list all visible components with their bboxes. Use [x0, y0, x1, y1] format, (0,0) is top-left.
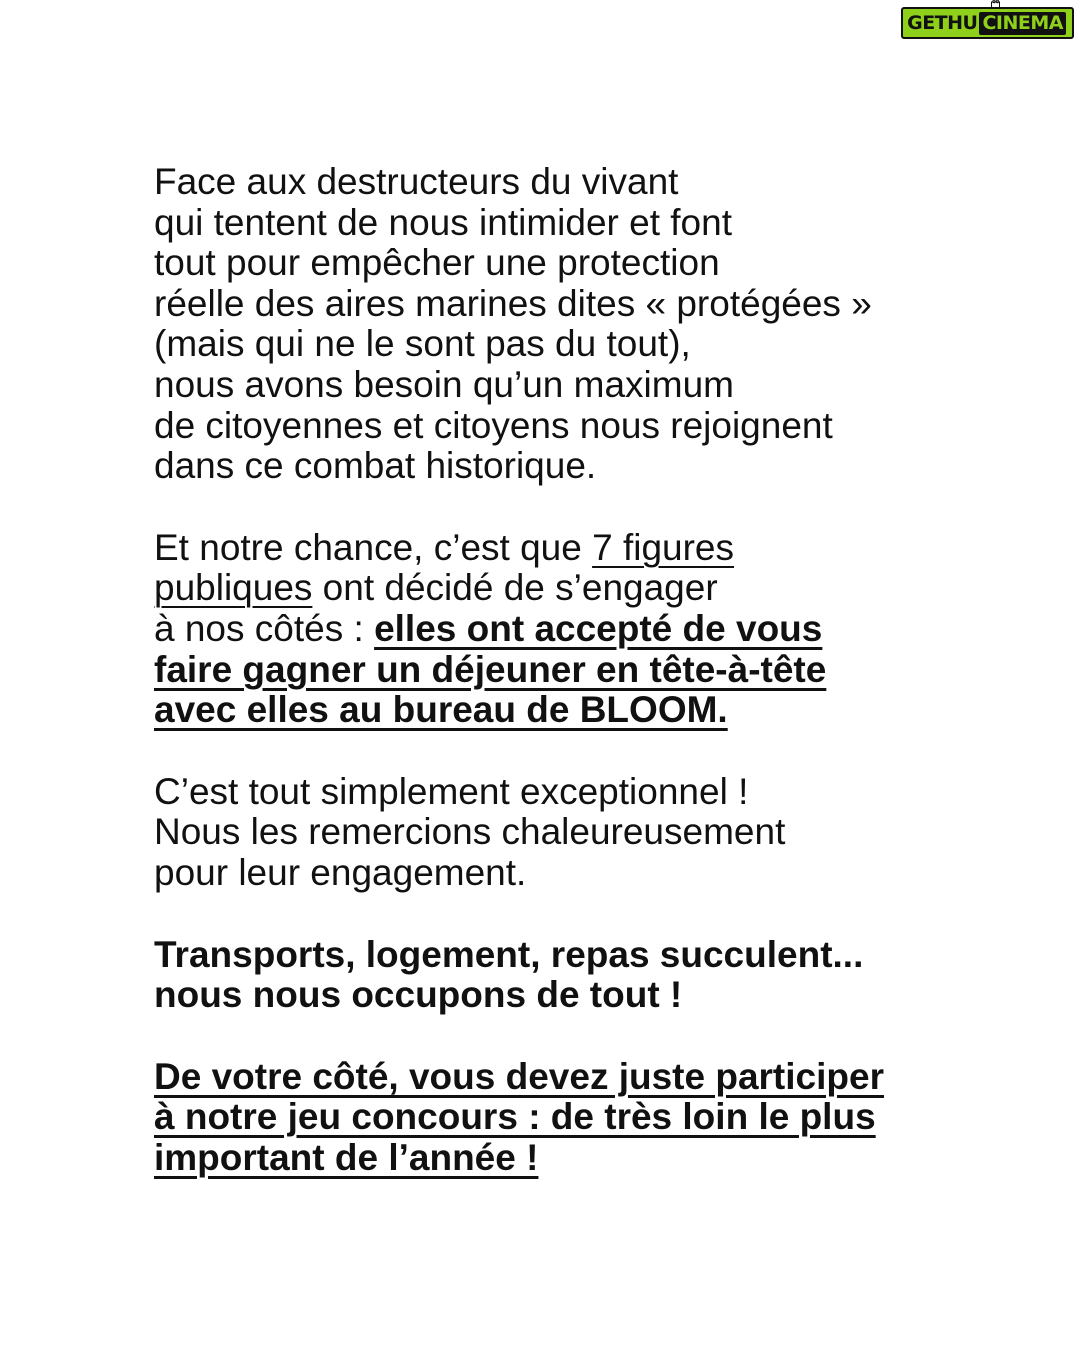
highlight-text: faire gagner un déjeuner en tête-à-tête: [154, 648, 827, 690]
text-segment: à nos côtés :: [154, 607, 375, 649]
gethu-cinema-logo: [901, 6, 1074, 40]
highlight-text: avec elles au bureau de BLOOM.: [154, 689, 728, 731]
text-line: (mais qui ne le sont pas du tout),: [154, 323, 691, 365]
contest-text: à notre jeu concours : de très loin le plus: [154, 1096, 876, 1138]
contest-text: De votre côté, vous devez juste participer: [154, 1055, 884, 1097]
logo-text-cinema: CINEMA: [979, 12, 1066, 35]
text-line: pour leur engagement.: [154, 851, 527, 893]
text-segment: ont décidé de s’engager: [312, 567, 718, 609]
text-line: [154, 528, 1034, 569]
text-line: [154, 1057, 1034, 1098]
paragraph-contest: [154, 1057, 1034, 1179]
paragraph-chance: [154, 528, 1034, 731]
public-figures-link[interactable]: 7 figures: [592, 526, 735, 568]
main-text: [154, 162, 1034, 1219]
text-line: Face aux destructeurs du vivant: [154, 161, 679, 202]
text-line: [154, 568, 1034, 609]
text-line: [154, 1097, 1034, 1138]
text-line: qui tentent de nous intimider et font: [154, 201, 732, 243]
text-line: C’est tout simplement exceptionnel !: [154, 770, 749, 812]
text-line: [154, 690, 1034, 731]
text-line: de citoyennes et citoyens nous rejoignent: [154, 404, 833, 446]
film-camera-icon: [991, 0, 1003, 9]
logo-badge: [901, 7, 1074, 39]
highlight-text: elles ont accepté de vous: [374, 607, 823, 649]
text-line: Transports, logement, repas succulent...: [154, 933, 864, 975]
text-line: nous nous occupons de tout !: [154, 974, 683, 1016]
logo-text-gethu: GETHU: [907, 11, 978, 34]
text-segment: Et notre chance, c’est que: [154, 526, 593, 568]
paragraph-thanks: [154, 772, 1034, 894]
text-line: [154, 609, 1034, 650]
text-line: tout pour empêcher une protection: [154, 242, 720, 284]
text-line: Nous les remercions chaleureusement: [154, 811, 786, 853]
text-line: réelle des aires marines dites « protégées »: [154, 282, 872, 324]
text-line: nous avons besoin qu’un maximum: [154, 363, 734, 405]
text-line: [154, 650, 1034, 691]
contest-text: important de l’année !: [154, 1136, 539, 1178]
public-figures-link-continued[interactable]: publiques: [154, 567, 313, 609]
text-line: [154, 1138, 1034, 1179]
paragraph-logistics: [154, 935, 1034, 1016]
text-line: dans ce combat historique.: [154, 445, 597, 487]
paragraph-intro: [154, 162, 1034, 487]
